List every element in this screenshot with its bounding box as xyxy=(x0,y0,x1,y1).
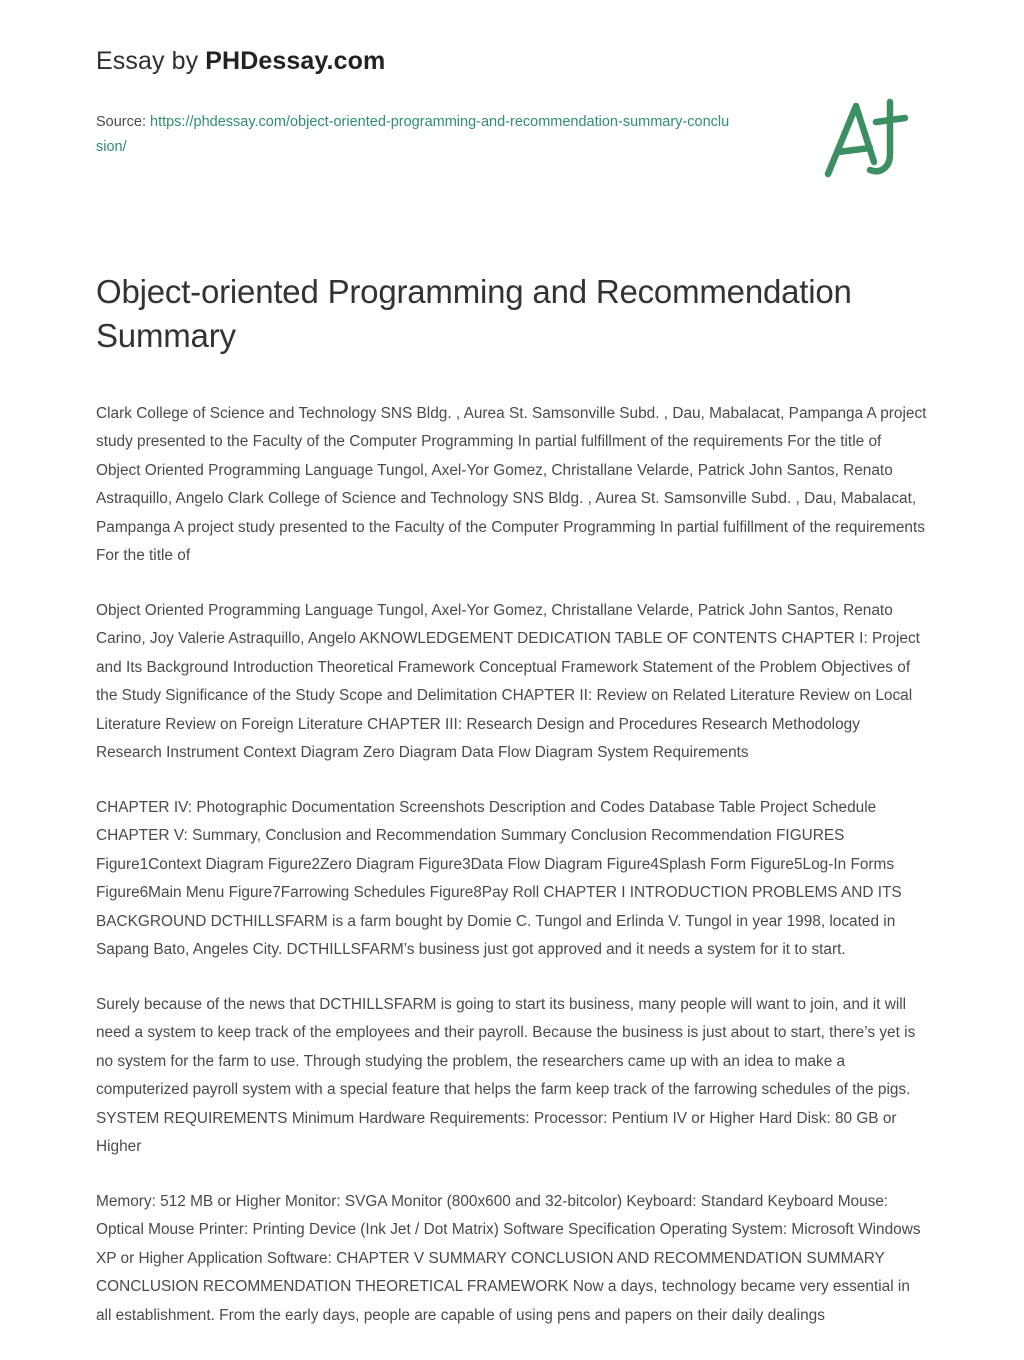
paragraph: Clark College of Science and Technology SNS Bldg. , Aurea St. Samsonville Subd. , Dau, Mabalacat, Pampanga A project study presented to the Faculty of the Computer Programming In partial fulfillment of the requirements For the title of Object Oriented Programming Language Tungol, Axel-Yor Gomez, Christallane Velarde, Patrick John Santos, Renato Astraquillo, Angelo Clark College of Science and Technology SNS Bldg. , Aurea St. Samsonville Subd. , Dau, Mabalacat, Pampanga A project study presented to the Faculty of the Computer Programming In partial fulfillment of the requirements For the title of xyxy=(96,404,927,565)
phdessay-monogram-logo xyxy=(810,92,920,192)
essay-body xyxy=(96,400,928,1331)
source-url-link[interactable]: https://phdessay.com/object-oriented-programming-and-recommendation-summary-conclusion/ xyxy=(96,114,730,156)
paragraph: Surely because of the news that DCTHILLSFARM is going to start its business, many people will want to join, and it will need a system to keep track of the employees and their payroll. Because the business is just about to start, there’s yet is no system for the farm to use. Through studying the problem, the researchers came up with an idea to make a computerized payroll system with a special feature that helps the farm keep track of the farrowing schedules of the pigs. SYSTEM REQUIREMENTS Minimum Hardware Requirements: Processor: Pentium IV or Higher Hard Disk: 80 GB or Higher xyxy=(96,995,916,1156)
paragraph: Object Oriented Programming Language Tungol, Axel-Yor Gomez, Christallane Velarde, Patrick John Santos, Renato Carino, Joy Valerie Astraquillo, Angelo AKNOWLEDGEMENT DEDICATION TABLE OF CONTENTS CHAPTER I: Project and Its Background Introduction Theoretical Framework Conceptual Framework Statement of the Problem Objectives of the Study Significance of the Study Scope and Delimitation CHAPTER II: Review on Related Literature Review on Local Literature Review on Foreign Literature CHAPTER III: Research Design and Procedures Research Methodology Research Instrument Context Diagram Zero Diagram Data Flow Diagram System Requirements xyxy=(96,601,920,762)
masthead-prefix: Essay by xyxy=(96,47,206,75)
masthead-brand: PHDessay.com xyxy=(205,47,386,75)
source-row xyxy=(96,110,928,192)
masthead xyxy=(96,46,928,76)
page-title: Object-oriented Programming and Recommendation Summary xyxy=(96,273,852,354)
paragraph: CHAPTER IV: Photographic Documentation Screenshots Description and Codes Database Table Project Schedule CHAPTER V: Summary, Conclusion and Recommendation Summary Conclusion Recommendation FIGURES Figure1Context Diagram Figure2Zero Diagram Figure3Data Flow Diagram Figure4Splash Form Figure5Log-In Forms Figure6Main Menu Figure7Farrowing Schedules Figure8Pay Roll CHAPTER I INTRODUCTION PROBLEMS AND ITS BACKGROUND DCTHILLSFARM is a farm bought by Domie C. Tungol and Erlinda V. Tungol in year 1998, located in Sapang Bato, Angeles City. DCTHILLSFARM’s business just got approved and it needs a system for it to start. xyxy=(96,798,902,959)
source-block xyxy=(96,110,736,161)
source-label: Source: xyxy=(96,114,150,130)
paragraph: Memory: 512 MB or Higher Monitor: SVGA Monitor (800x600 and 32-bitcolor) Keyboard: Standard Keyboard Mouse: Optical Mouse Printer: Printing Device (Ink Jet / Dot Matrix) Software Specification Operating System: Microsoft Windows XP or Higher Application Software: CHAPTER V SUMMARY CONCLUSION AND RECOMMENDATION SUMMARY CONCLUSION RECOMMENDATION THEORETICAL FRAMEWORK Now a days, technology became very essential in all establishment. From the early days, people are capable of using pens and papers on their daily dealings xyxy=(96,1192,921,1324)
